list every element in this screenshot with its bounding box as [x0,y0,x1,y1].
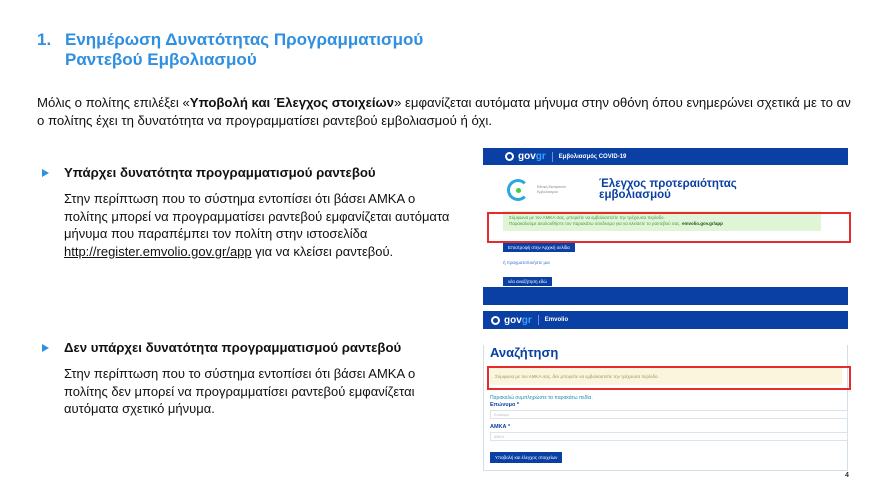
highlight-box-eligible [487,212,851,243]
govgr-logo [491,315,532,326]
intro-text-bold: Υποβολή και Έλεγχος στοιχείων [189,95,395,110]
logo-gov: gov [518,151,536,162]
bullet-body [64,190,456,260]
intro-paragraph [37,94,857,130]
divider [538,315,539,325]
emvolio-link[interactable]: emvolio.gov.gr/app [681,221,723,226]
amka-input[interactable]: ΑΜΚΑ [490,432,848,441]
emblem-icon [505,152,514,161]
title-line-2: Ραντεβού Εμβολιασμού [65,50,257,69]
org-name: Εθνική Εκστρατεία Εμβολιασμού [537,185,566,194]
not-eligible-message: Σύμφωνα με τον ΑΜΚΑ σας, δεν μπορείτε να εμβολιαστείτε την τρέχουσα περίοδο. [490,368,842,385]
campaign-logo-icon [507,179,529,201]
surname-label: Επώνυμο * [490,402,520,408]
bullet-body-pre: Στην περίπτωση που το σύστημα εντοπίσει ότι βάσει ΑΜΚΑ ο πολίτης μπορεί να προγραμματίσει ραντεβού εμφανίζεται αυτόματα μήνυμα που παραπέμπει τον πολίτη στην ιστοσελίδα [64,191,450,241]
bullet-can-schedule [42,164,462,260]
logo-gr: gr [535,151,546,162]
logo-gr: gr [521,314,532,326]
page-number: 4 [845,472,849,479]
register-link[interactable]: http://register.emvolio.gov.gr/app [64,243,252,259]
new-search-button[interactable]: νέα αναζήτηση εδώ [503,277,552,286]
bullet-arrow-icon [42,169,49,177]
intro-text-pre: Μόλις ο πολίτης επιλέξει « [37,95,190,110]
app-name: Εμβολιασμός COVID-19 [558,153,627,160]
surname-input[interactable]: Επώνυμο [490,410,848,419]
or-text: ή πραγματοποιήστε μια [503,260,550,265]
message-line-2: Παρακαλούμε ακολουθήστε τον παρακάτω σύνδεσμο για να κλείσετε το ραντεβού σας. [509,221,681,226]
highlight-box-not-eligible [487,366,851,390]
submit-button[interactable]: Υποβολή και έλεγχος στοιχείων [490,452,562,463]
logo-gov: gov [504,314,522,326]
message-line-1: Σύμφωνα με τον ΑΜΚΑ σας, μπορείτε να εμβολιαστείτε την τρέχουσα περίοδο. [509,215,665,220]
page-header [507,179,848,201]
bullet-cannot-schedule [42,339,462,418]
page-heading: Έλεγχος προτεραιότητας εμβολιασμού [599,178,737,201]
search-heading: Αναζήτηση [490,345,559,360]
title-number: 1. [37,30,52,49]
bullet-body-post: για να κλείσει ραντεβού. [251,243,394,259]
title-line-1: Ενημέρωση Δυνατότητας Προγραμματισμού [65,30,424,49]
bullet-heading: Υπάρχει δυνατότητα προγραμματισμού ραντεβού [64,165,376,180]
search-panel [483,345,848,471]
bullet-heading: Δεν υπάρχει δυνατότητα προγραμματισμού ραντεβού [64,340,402,355]
emblem-icon [491,316,500,325]
intro-text-post: » εμφανίζεται αυτόματα μήνυμα στην οθόνη όπου ενημερώνει σχετικά με το αν ο πολίτης έχει τη δυνατότητα να προγραμματίσει ραντεβού εμβολιασμού ή όχι. [37,95,851,128]
divider [552,152,553,162]
home-button[interactable]: Επιστροφή στην Αρχική σελίδα [503,243,575,252]
footer-bar [483,287,848,305]
slide-title [37,30,477,70]
govgr-header-bar [483,311,848,329]
amka-label: ΑΜΚΑ * [490,424,511,430]
govgr-logo [505,151,546,162]
form-hint: Παρακαλώ συμπληρώστε τα παρακάτω πεδία. [490,395,593,401]
bullet-body: Στην περίπτωση που το σύστημα εντοπίσει ότι βάσει ΑΜΚΑ ο πολίτης δεν μπορεί να προγραμματίσει ραντεβού εμφανίζεται αυτόματα σχετικό μήνυμα. [64,366,416,416]
app-name: Emvolio [544,317,569,323]
bullet-arrow-icon [42,344,49,352]
govgr-header-bar [483,148,848,165]
